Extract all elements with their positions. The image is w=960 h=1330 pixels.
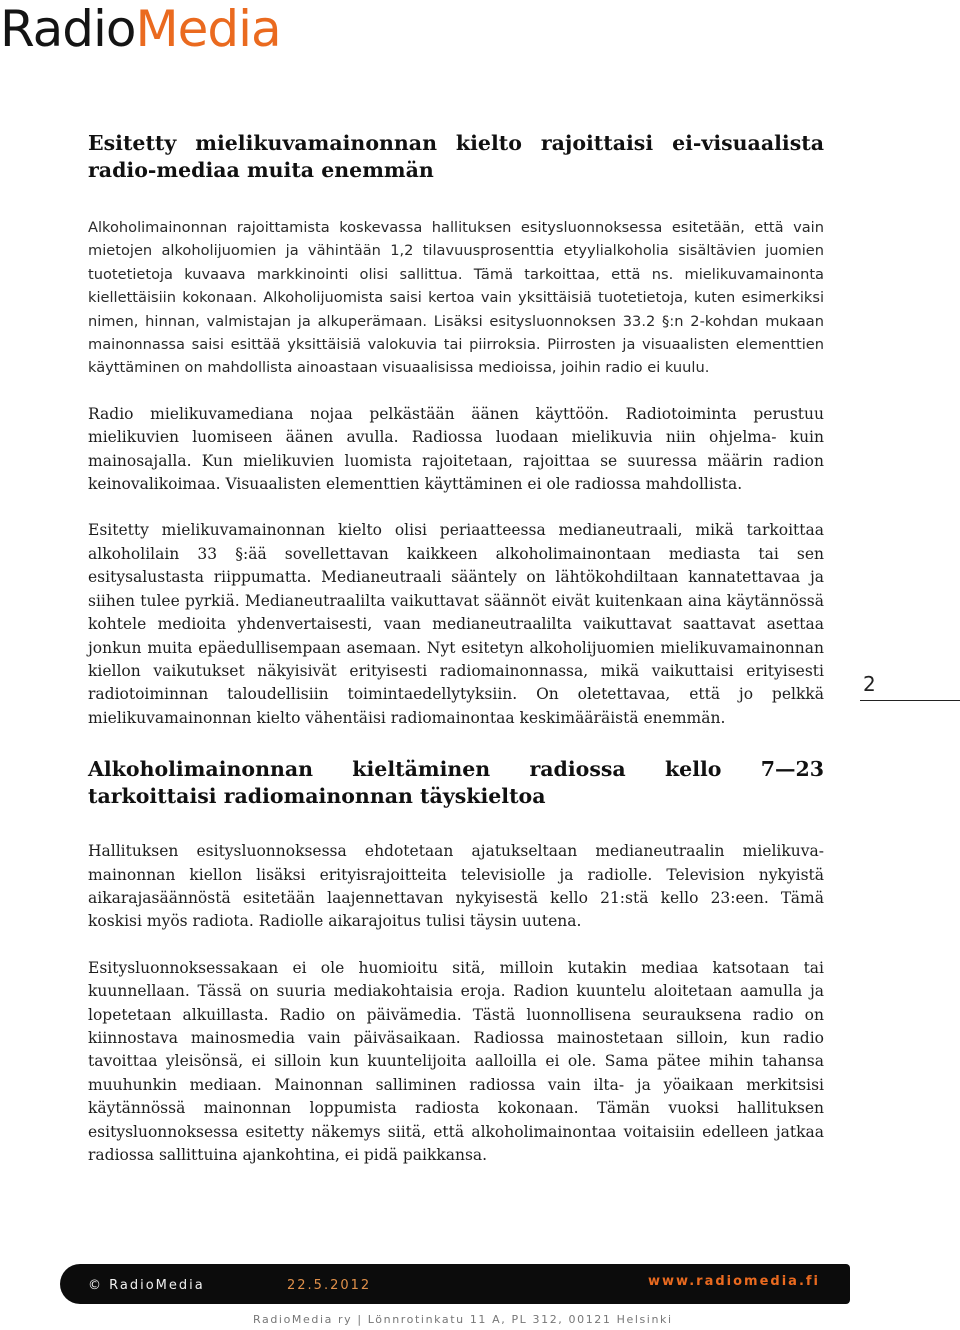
section2-heading: Alkoholimainonnan kieltäminen radiossa kello 7—23 tarkoittaisi radiomainonnan täyskieltoa	[88, 757, 824, 809]
footer-bar	[60, 1264, 850, 1304]
logo-media-text: Media	[135, 0, 281, 58]
footer-copyright: © RadioMedia	[88, 1278, 205, 1293]
footer-website-link[interactable]: www.radiomedia.fi	[648, 1274, 820, 1289]
logo-radio-text: Radio	[0, 0, 136, 58]
footer-date: 22.5.2012	[287, 1278, 372, 1293]
page-number-text: 2	[863, 672, 876, 696]
radiomedia-logo	[0, 0, 281, 58]
section1-paragraph-2: Radio mielikuvamediana nojaa pelkästään äänen käyttöön. Radiotoiminta perustuu mielikuvien luomiseen äänen avulla. Radiossa luodaan mielikuvia niin ohjelma- kuin mainosajalla. Kun mielikuvien luomista rajoitetaan, rajoittaa se suuressa määrin radion keinovalikoimaa. Visuaalisten elementtien käyttäminen ei ole radiossa mahdollista.	[88, 404, 824, 494]
section1-heading: Esitetty mielikuvamainonnan kielto rajoittaisi ei-visuaalista radio-mediaa muita enemmän	[88, 131, 824, 182]
document-body	[88, 130, 824, 1167]
section1-paragraph-1: Alkoholimainonnan rajoittamista koskevassa hallituksen esitysluonnoksessa esitetään, että vain mietojen alkoholijuomien ja vähintään 1,2 tilavuusprosenttia etyylialkoholia sisältävien juomien tuotetietoja kuvaava markkinointi olisi sallittua. Tämä tarkoittaa, että ns. mielikuvamainonta kiellettäisiin kokonaan. Alkoholijuomista saisi kertoa vain yksittäisiä tuotetietoja, kuten esimerkiksi nimen, hinnan, valmistajan ja alkuperämaan. Lisäksi esitysluonnoksen 33.2 §:n 2-kohdan mukaan mainonnassa saisi esittää yksittäisiä valokuvia tai piirroksia. Piirrosten ja visuaalisten elementtien käyttäminen on mahdollista ainoastaan visuaalisissa medioissa, joihin radio ei kuulu.	[88, 219, 824, 377]
section2-paragraph-1: Hallituksen esitysluonnoksessa ehdotetaan ajatukseltaan medianeutraalin mielikuva-mainonnan kiellon lisäksi erityisrajoitteita televisiolle ja radiolle. Television nykyistä aikarajasäännöstä esitetään laajennettavan nykyisestä kello 21:stä kello 23:een. Tämä koskisi myös radiota. Radiolle aikarajoitus tulisi täysin uutena.	[88, 842, 824, 931]
page-number	[860, 666, 960, 701]
section1-paragraph-3: Esitetty mielikuvamainonnan kielto olisi periaatteessa medianeutraali, mikä tarkoittaa alkoholilain 33 §:ää sovellettavan kaikkeen alkoholimainontaan mediasta tai sen esitysalustasta riippumatta. Medianeutraali sääntely on lähtökohdiltaan kannatettavaa ja siihen tulee pyrkiä. Medianeutraalilta vaikuttavat säännöt eivät kuitenkaan aina käytännössä kohtele medioita yhdenvertaisesti, vaan medianeutraalilta vaikuttavat saattavat asettaa jonkun muita epäedullisempaan asemaan. Nyt esitetyn alkoholijuomien mielikuvamainonnan kiellon vaikutukset näkyisivät erityisesti radiomainonnassa, mikä vaikuttaisi erityisesti radiotoiminnan taloudellisiin toimintaedellytyksiin. On oletettavaa, että jo pelkkä mielikuvamainonnan kielto vähentäisi radiomainontaa keskimääräistä enemmän.	[88, 521, 824, 727]
section2-paragraph-2: Esitysluonnoksessakaan ei ole huomioitu sitä, milloin kutakin mediaa katsotaan tai kuunnellaan. Tässä on suuria mediakohtaisia eroja. Radion kuuntelu aloitetaan aamulla ja lopetetaan alkuillasta. Radio on päivämedia. Tästä luonnollisena seurauksena radio on kiinnostava mainosmedia vain päiväsaikaan. Radiossa mainostetaan silloin, kun radio tavoittaa yleisönsä, ei silloin kun kuuntelijoita aalloilla ei ole. Sama pätee mihin tahansa muuhunkin mediaan. Mainonnan salliminen radiossa vain ilta- ja yöaikaan merkitsisi käytännössä mainonnan loppumista radiosta kokonaan. Tämän vuoksi hallituksen esitysluonnoksessa esitetty näkemys siitä, että alkoholimainontaa voitaisiin edelleen jatkaa radiossa sallittuina ajankohtina, ei pidä paikkansa.	[88, 958, 824, 1164]
footer-address: RadioMedia ry | Lönnrotinkatu 11 A, PL 312, 00121 Helsinki	[253, 1313, 673, 1326]
